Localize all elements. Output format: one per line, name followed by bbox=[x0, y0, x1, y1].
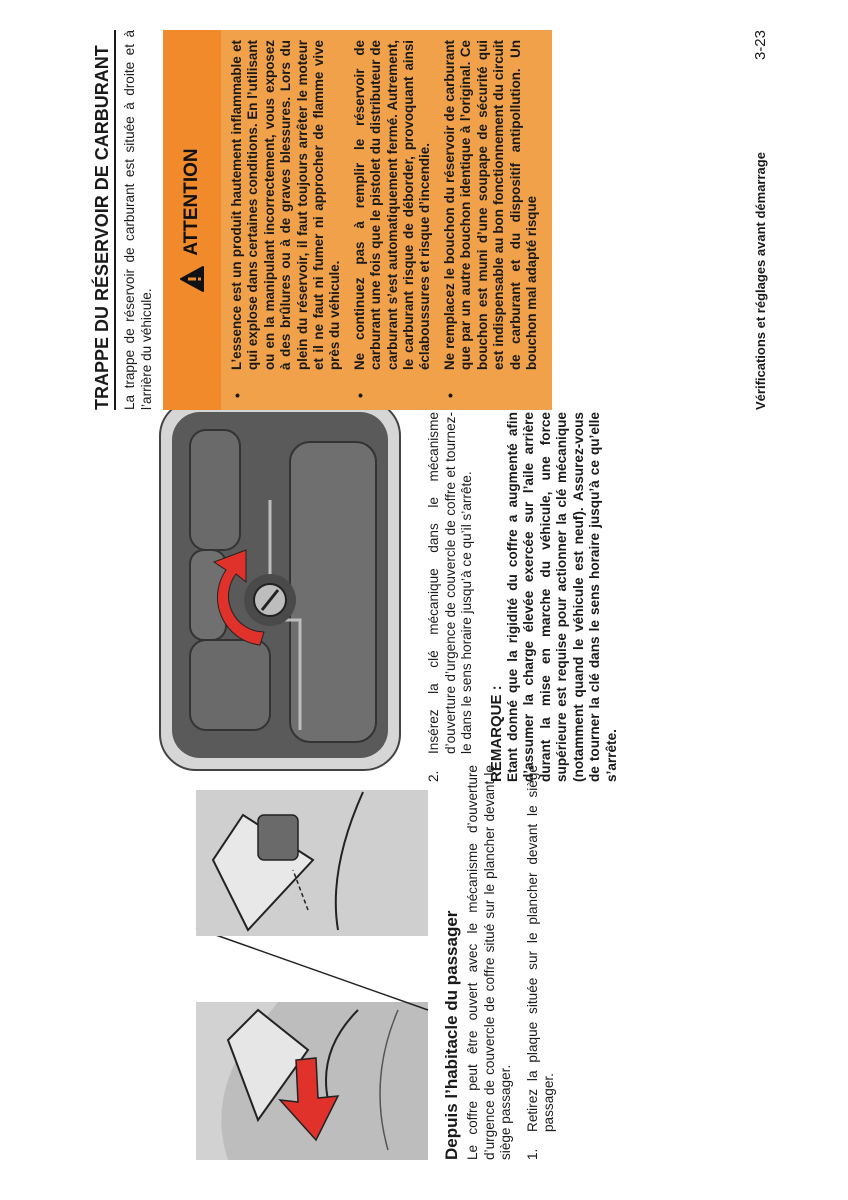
trunk-mechanism-illustration bbox=[150, 390, 410, 800]
warning-triangle-icon bbox=[180, 266, 204, 292]
bullet-icon: • bbox=[441, 393, 458, 398]
warning-list bbox=[221, 30, 552, 410]
section-heading: Depuis l’habitacle du passager bbox=[442, 910, 461, 1160]
footer-section: Vérifications et réglages avant démarrage bbox=[753, 152, 768, 410]
warning-box bbox=[163, 30, 552, 410]
page-number: 3-23 bbox=[752, 30, 769, 61]
title-block bbox=[92, 30, 116, 410]
step-number: 2. bbox=[426, 770, 441, 782]
passenger-section bbox=[442, 765, 558, 1160]
step-2 bbox=[426, 412, 476, 782]
list-item: • L’essence est un produit hautement inflammable et qui explose dans certaines conditions. En l’utilisant ou en la manipulant incorrectement, vous exposez à des brûlures ou à de graves blessures. Lors du plein du réservoir, il faut toujours arrêter le moteur et il ne faut ni fumer ni approcher de flamme vive près du véhicule. bbox=[229, 40, 343, 398]
note-text: Etant donné que la rigidité du coffre a augmenté afin d’assumer la charge élevée exercée sur l’aile arrière durant la mise en marche du véhicule, une force supérieure est requise pour actionner la clé mécanique (notamment quand le véhicule est neuf). Assurez-vous de tourner la clé dans le sens horaire jusqu’à ce qu’elle s’arrête. bbox=[504, 412, 619, 782]
floor-plate-closed-view bbox=[196, 1002, 428, 1160]
step-number: 1. bbox=[524, 1148, 540, 1160]
floor-plate-illustration bbox=[188, 790, 432, 1160]
step-text: Insérez la clé mécanique dans le mécanisme d’ouverture d’urgence de couvercle de coffre et tournez-le dans le sens horaire jusqu’à ce qu’il s’arrête. bbox=[426, 412, 474, 754]
list-item: • Ne continuez pas à remplir le réservoir de carburant une fois que le pistolet du distributeur de carburant s’est automatiquement fermé. Autrement, le carburant risque de déborder, provoquant ainsi éclaboussures et risque d’incendie. bbox=[351, 40, 433, 398]
section-intro: La trappe de réservoir de carburant est située à droite et à l’arrière du véhicule. bbox=[122, 30, 154, 410]
middle-section bbox=[426, 412, 620, 782]
page-title: TRAPPE DU RÉSERVOIR DE CARBURANT bbox=[92, 45, 112, 410]
fuel-door-section bbox=[92, 30, 552, 410]
section-intro: Le coffre peut être ouvert avec le mécanisme d’ouverture d’urgence de couvercle de coffre situé sur le plancher devant le siège passager. bbox=[465, 765, 513, 1160]
step-text: Retirez la plaque située sur le plancher devant le siège passager. bbox=[524, 765, 556, 1132]
warning-label: ATTENTION bbox=[181, 148, 202, 256]
page-footer bbox=[752, 30, 769, 410]
warning-header bbox=[163, 30, 221, 410]
step-1 bbox=[525, 765, 558, 1160]
floor-plate-open-view bbox=[196, 790, 428, 936]
note-title: REMARQUE : bbox=[487, 685, 505, 782]
list-item: • Ne remplacez le bouchon du réservoir de carburant que par un autre bouchon identique à l’original. Ce bouchon est muni d’une soupape de sécurité qui est indispensable au bon fonctionnement du circuit de carburant et du dispositif antipollution. Un bouchon mal adapté risque bbox=[441, 40, 539, 398]
bullet-icon: • bbox=[229, 393, 245, 398]
bullet-icon: • bbox=[351, 393, 368, 398]
